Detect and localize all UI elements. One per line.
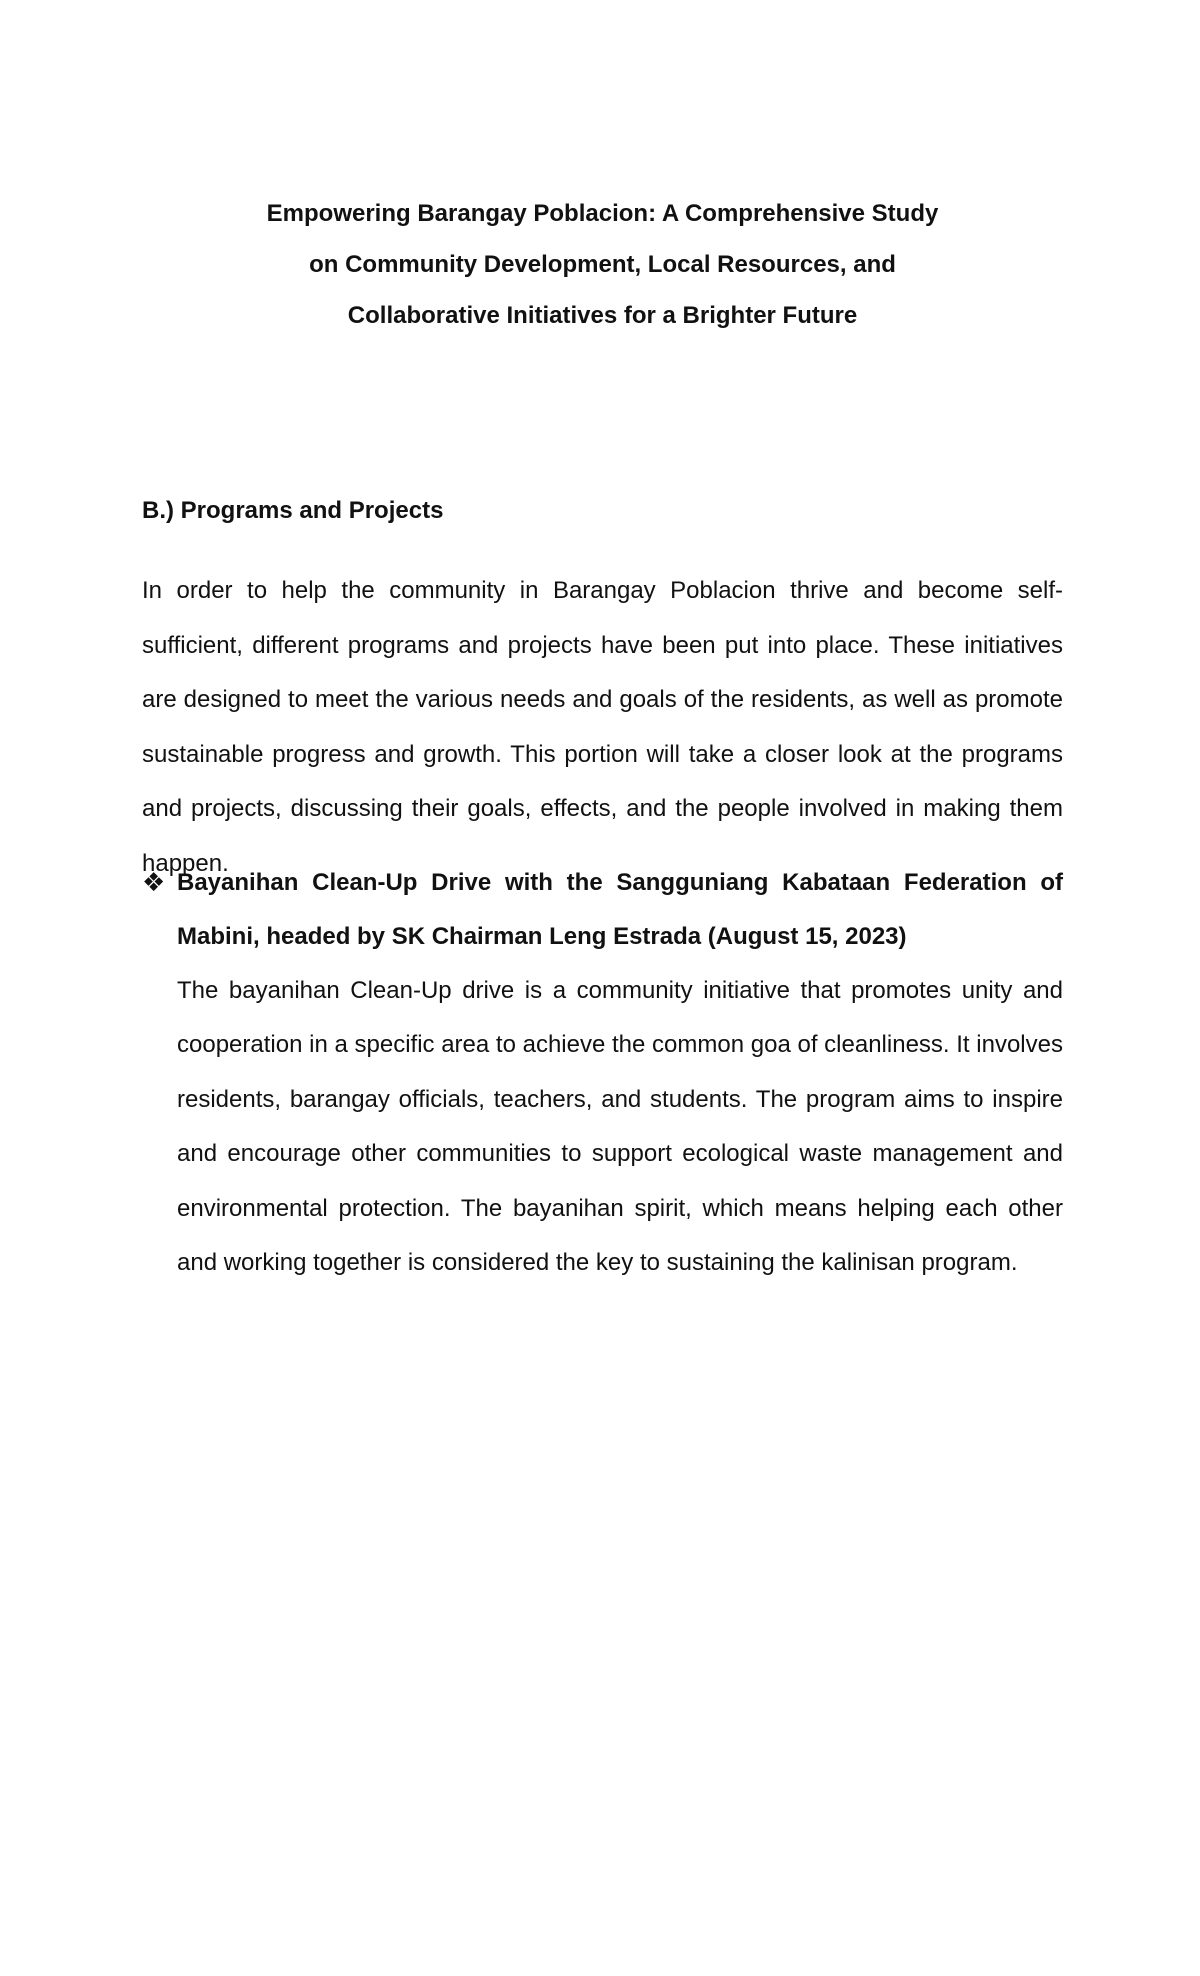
intro-paragraph: In order to help the community in Barangay Poblacion thrive and become self-sufficient, different programs and projects have been put into place. These initiatives are designed to meet the various needs and goals of the residents, as well as promote sustainable progress and growth. This portion will take a closer look at the programs and projects, discussing their goals, effects, and the people involved in making them happen. [142, 577, 1063, 877]
title-line-3: Collaborative Initiatives for a Brighter Future [347, 302, 858, 329]
bullet-heading: Bayanihan Clean-Up Drive with the Sangguniang Kabataan Federation of Mabini, headed by SK Chairman Leng Estrada (August 15, 2023) [177, 869, 1063, 950]
title-line-1: Empowering Barangay Poblacion: A Comprehensive Study [266, 200, 939, 227]
document-title [140, 188, 1065, 341]
title-line-2: on Community Development, Local Resources, and [309, 251, 896, 278]
bullet-body: The bayanihan Clean-Up drive is a community initiative that promotes unity and cooperation in a specific area to achieve the common goa of cleanliness. It involves residents, barangay officials, teachers, and students. The program aims to inspire and encourage other communities to support ecological waste management and environmental protection. The bayanihan spirit, which means helping each other and working together is considered the key to sustaining the kalinisan program. [177, 977, 1063, 1277]
bullet-item [142, 856, 1063, 1290]
diamond-bullet-icon: ❖ [142, 868, 166, 898]
section-heading: B.) Programs and Projects [142, 497, 444, 524]
